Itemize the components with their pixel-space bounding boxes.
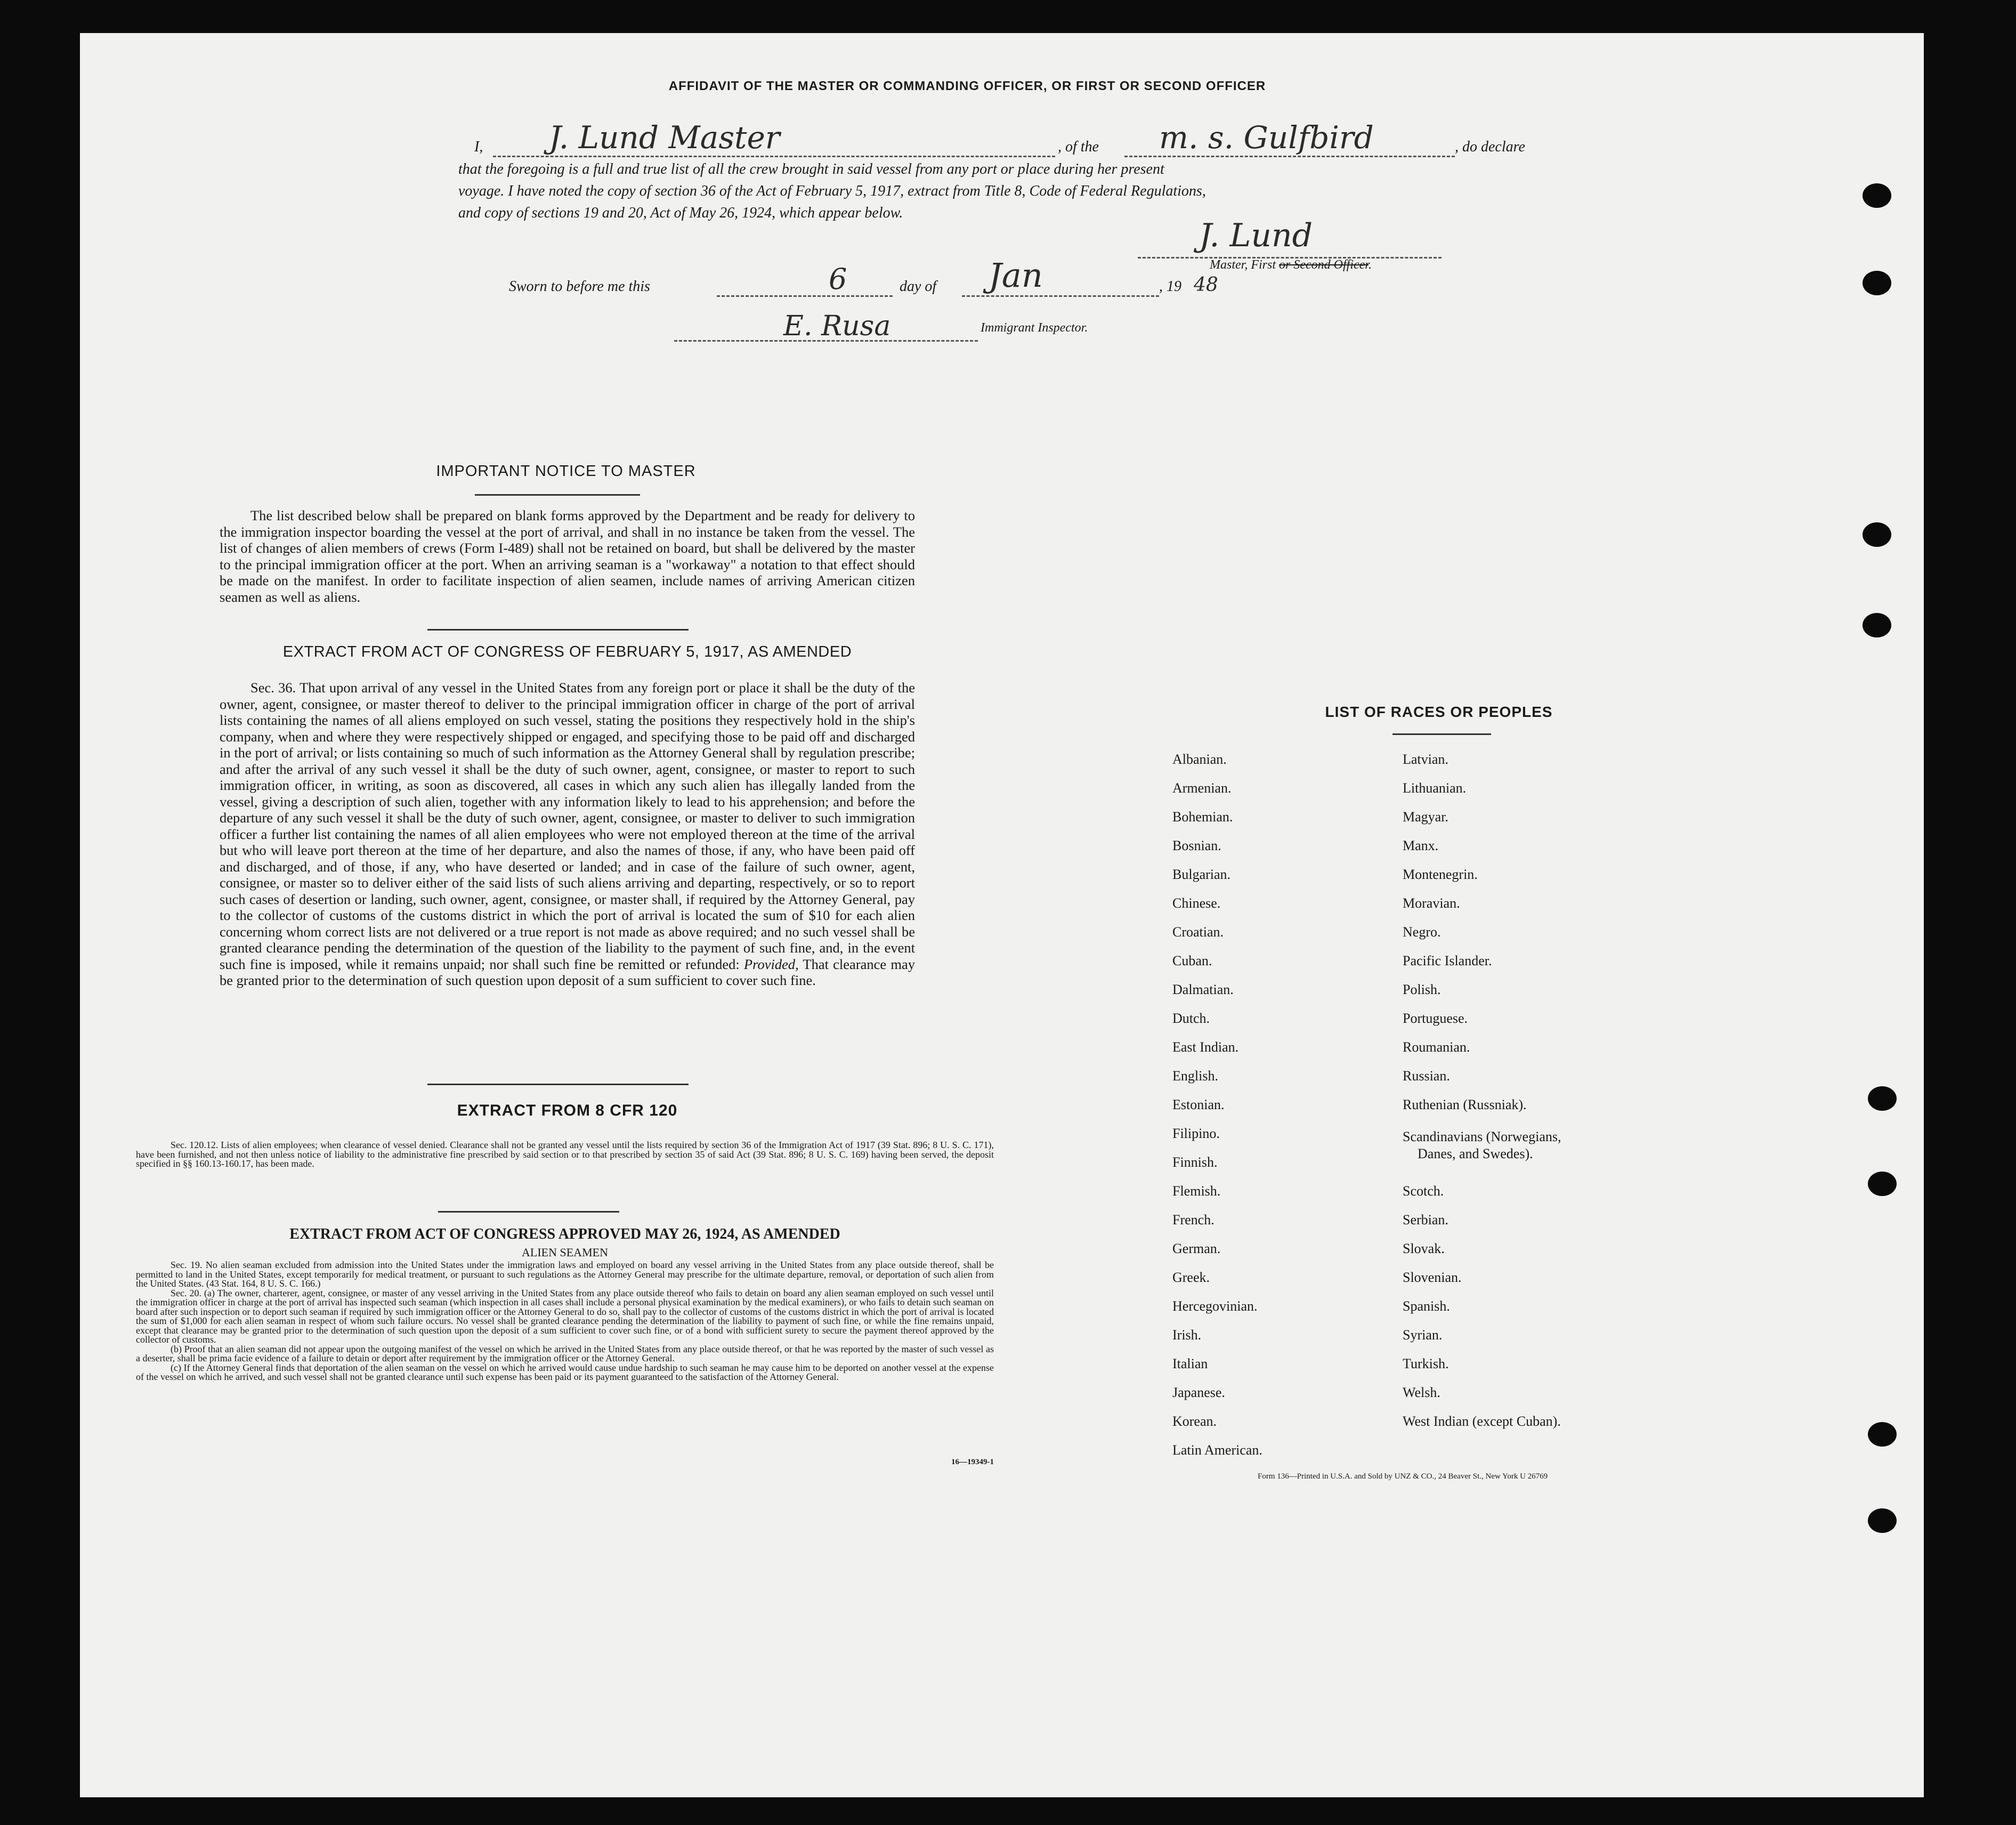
- race-right-item: Portuguese.: [1403, 1011, 1468, 1026]
- race-right-item: Spanish.: [1403, 1298, 1450, 1314]
- race-left-item: French.: [1172, 1212, 1215, 1228]
- race-left-item: Estonian.: [1172, 1097, 1225, 1112]
- master-label-end: .: [1368, 258, 1372, 272]
- race-left-item: Chinese.: [1172, 895, 1221, 911]
- race-left-item: Latin American.: [1172, 1442, 1262, 1458]
- master-name-handwritten: J. Lund Master: [549, 119, 780, 156]
- race-left-item: Armenian.: [1172, 780, 1232, 796]
- extract-1917-divider: [427, 1084, 689, 1085]
- inspector-signature-handwritten: E. Rusa: [783, 310, 891, 342]
- race-right-item: Negro.: [1403, 924, 1441, 940]
- extract-1917-text-end: That clearance may be granted prior to the determination of such question upon deposit of a sum sufficient to cover such fine.: [220, 956, 915, 988]
- day-of-label: day of: [900, 278, 937, 295]
- notice-divider: [427, 629, 689, 631]
- extract-1924-sec20c: (c) If the Attorney General finds that deportation of the alien seaman on the vessel on which he arrived would cause undue hardship to such seaman he may cause him to be deported on another vessel at the expense of the vessel on which he arrived, and such vessel shall not be granted clearance until such expense has been paid or its payment guaranteed to the satisfaction of the Attorney General.: [136, 1362, 994, 1382]
- punch-hole: [1863, 613, 1891, 637]
- race-left-item: Filipino.: [1172, 1126, 1220, 1141]
- sworn-day-line: [717, 279, 893, 297]
- master-title-label: [1210, 258, 1372, 272]
- master-label-start: Master, First: [1210, 258, 1280, 272]
- race-left-item: Bosnian.: [1172, 838, 1221, 853]
- race-left-item: Albanian.: [1172, 752, 1227, 767]
- race-right-item: Serbian.: [1403, 1212, 1448, 1228]
- race-right-item: Scandinavians (Norwegians,: [1403, 1129, 1561, 1144]
- notice-heading-rule: [475, 494, 640, 496]
- footer-imprint: Form 136—Printed in U.S.A. and Sold by UNZ & CO., 24 Beaver St., New York U 26769: [1258, 1472, 1548, 1481]
- sworn-month-handwritten: Jan: [989, 256, 1043, 295]
- extract-cfr-heading: EXTRACT FROM 8 CFR 120: [457, 1102, 678, 1119]
- race-right-item: Turkish.: [1403, 1356, 1449, 1371]
- sworn-day-handwritten: 6: [829, 262, 847, 296]
- race-left-item: Greek.: [1172, 1270, 1210, 1285]
- extract-1917-section: [220, 680, 915, 989]
- race-left-item: Cuban.: [1172, 953, 1212, 968]
- race-left-item: Irish.: [1172, 1327, 1202, 1343]
- affidavit-line-4: and copy of sections 19 and 20, Act of May 26, 1924, which appear below.: [458, 205, 903, 221]
- race-left-item: Bohemian.: [1172, 809, 1233, 825]
- race-left-item: Hercegovinian.: [1172, 1298, 1258, 1314]
- race-left-item: Italian: [1172, 1356, 1208, 1371]
- notice-text: The list described below shall be prepared on blank forms approved by the Department and be ready for delivery to the immigration inspector boarding the vessel at the port of arrival, and shall in no instance be taken from the vessel. The list of changes of alien members of crews (Form I-489) shall not be retained on board, but shall be delivered by the master to the principal immigration officer at the port. When an arriving seaman is a "workaway" a notation to that effect should be made on the manifest. In order to facilitate inspection of alien seamen, include names of arriving American citizen seamen as well as aliens.: [220, 507, 915, 605]
- race-right-item: Manx.: [1403, 838, 1439, 853]
- extract-1917-provided: Provided,: [743, 956, 799, 972]
- vessel-name-handwritten: m. s. Gulfbird: [1159, 119, 1374, 156]
- race-left-item: Croatian.: [1172, 924, 1224, 940]
- race-right-item: Montenegrin.: [1403, 867, 1478, 882]
- extract-1924-sec20a: Sec. 20. (a) The owner, charterer, agent, consignee, or master of any vessel arriving in the United States from any place outside thereof who fails to detain on board any alien seaman employed on such vessel until the immigration officer in charge at the port of arrival has inspected such seaman (which inspection in all cases shall include a personal physical examination by the medical examiners), or who fails to detain such seaman on board after such inspection or to deport such seaman if required by such immigration officer or the Attorney General to do so, shall pay to the collector of customs of the customs district in which the port of arrival is located the sum of $1,000 for each alien seaman in respect of whom such failure occurs. No vessel shall be granted clearance pending the determination of the liability to payment of such fine, or while the fine remains unpaid, except that clearance may be granted prior to the determination of such question upon the deposit of a sum sufficient to cover such fine, or of a bond with sufficient surety to secure the payment thereof approved by the collector of customs.: [136, 1287, 994, 1345]
- race-right-item: Slovenian.: [1403, 1270, 1462, 1285]
- race-right-item: Slovak.: [1403, 1241, 1445, 1256]
- race-left-item: Korean.: [1172, 1414, 1217, 1429]
- race-right-item: Roumanian.: [1403, 1039, 1470, 1055]
- punch-hole: [1863, 183, 1891, 208]
- extract-1924-heading: EXTRACT FROM ACT OF CONGRESS APPROVED MAY 26, 1924, AS AMENDED: [289, 1226, 840, 1242]
- extract-1917-sec-label: Sec. 36.: [250, 680, 296, 696]
- punch-hole: [1863, 522, 1891, 547]
- race-left-item: Finnish.: [1172, 1154, 1218, 1170]
- race-left-item: Japanese.: [1172, 1385, 1225, 1400]
- punch-hole: [1868, 1422, 1897, 1447]
- extract-cfr-divider: [438, 1211, 619, 1213]
- race-right-item: Polish.: [1403, 982, 1441, 997]
- affidavit-i-label: I,: [474, 139, 483, 155]
- race-right-item: Scotch.: [1403, 1183, 1444, 1199]
- master-signature-handwritten: J. Lund: [1199, 217, 1313, 254]
- extract-1917-text: That upon arrival of any vessel in the United States from any foreign port or place it shall be the duty of the owner, agent, consignee, or master thereof to deliver to the principal immigration officer in charge of the port of arrival lists containing the names of all aliens employed on such vessel, stating the positions they respectively hold in the ship's company, when and where they were respectively shipped or engaged, and specifying those to be paid off and discharged in the port of arrival; or lists containing so much of such information as the Attorney General shall by regulation prescribe; and after the arrival of any such vessel it shall be the duty of such owner, agent, consignee, or master to report to such immigration officer, in writing, as soon as discovered, all cases in which any such alien has illegally landed from the vessel, giving a description of such alien, together with any information likely to lead to his apprehension; and before the departure of any such vessel it shall be the duty of such owner, agent, consignee, or master to deliver to such immigration officer a further list containing the names of all alien employees who were not employed thereon at the time of the arrival but who will leave port thereon at the time of her departure, and also the names of those, if any, who have been paid off and discharged, and of those, if any, who have deserted or landed; and in case of the failure of such owner, agent, consignee, or master so to deliver either of the said lists of such aliens arriving and departing, respectively, or so to report such cases of desertion or landing, such owner, agent, consignee, or master shall, if required by the Attorney General, pay to the collector of customs of the customs district in which the port of arrival is located the sum of $10 for each alien concerning whom correct lists are not delivered or a true report is not made as above required; and no such vessel shall be granted clearance pending the determination of the question of the liability to the payment of such fine, and, in the event such fine is imposed, while it remains unpaid; nor shall such fine be remitted or refunded:: [220, 680, 915, 972]
- race-right-item: Welsh.: [1403, 1385, 1440, 1400]
- punch-hole: [1868, 1508, 1897, 1533]
- race-right-item: Ruthenian (Russniak).: [1403, 1097, 1527, 1112]
- year-printed-label: , 19: [1159, 278, 1181, 295]
- race-left-item: English.: [1172, 1068, 1218, 1084]
- races-heading-rule: [1392, 733, 1491, 735]
- race-right-item: Syrian.: [1403, 1327, 1443, 1343]
- of-the-label: , of the: [1058, 139, 1099, 155]
- sworn-label: Sworn to before me this: [509, 278, 650, 295]
- extract-1924-sec20b: (b) Proof that an alien seaman did not appear upon the outgoing manifest of the vessel on which he arrived in the United States from any place outside thereof, or that he was reported by the master of such vessel as a deserter, shall be prima facie evidence of a failure to detain or deport after requirement by the immigration officer or the Attorney General.: [136, 1343, 994, 1363]
- affidavit-line-2: that the foregoing is a full and true list of all the crew brought in said vessel from any port or place during her present: [458, 161, 1164, 177]
- race-right-item: Latvian.: [1403, 752, 1448, 767]
- race-right-item: Moravian.: [1403, 895, 1460, 911]
- races-heading: LIST OF RACES OR PEOPLES: [1325, 704, 1553, 720]
- race-right-item: Pacific Islander.: [1403, 953, 1492, 968]
- punch-hole: [1863, 271, 1891, 295]
- document-page: [80, 33, 1924, 1797]
- inspector-label: Immigrant Inspector.: [981, 321, 1088, 335]
- extract-1924-body: [136, 1261, 994, 1382]
- race-right-item: Lithuanian.: [1403, 780, 1467, 796]
- form-number: 16—19349-1: [951, 1458, 994, 1466]
- race-right-item: Russian.: [1403, 1068, 1450, 1084]
- affidavit-line-3: voyage. I have noted the copy of section 36 of the Act of February 5, 1917, extract from Title 8, Code of Federal Regulations,: [458, 183, 1206, 199]
- affidavit-title: AFFIDAVIT OF THE MASTER OR COMMANDING OFFICER, OR FIRST OR SECOND OFFICER: [668, 79, 1266, 93]
- race-right-item: West Indian (except Cuban).: [1403, 1414, 1561, 1429]
- race-left-item: Dalmatian.: [1172, 982, 1234, 997]
- extract-1924-subheading: ALIEN SEAMEN: [522, 1246, 608, 1259]
- race-right-item: Danes, and Swedes).: [1418, 1146, 1533, 1161]
- extract-1924-sec19: Sec. 19. No alien seaman excluded from admission into the United States under the immigration laws and employed on board any vessel arriving in the United States from any place outside thereof, shall be permitted to land in the United States, except temporarily for medical treatment, or pursuant to such regulations as the Attorney General may prescribe for the ultimate departure, removal, or deportation of such alien from the United States. (43 Stat. 164, 8 U. S. C. 166.): [136, 1259, 994, 1289]
- master-label-struck: or Second Officer: [1279, 258, 1369, 272]
- race-left-item: East Indian.: [1172, 1039, 1239, 1055]
- race-left-item: German.: [1172, 1241, 1221, 1256]
- race-left-item: Bulgarian.: [1172, 867, 1231, 882]
- do-declare-label: , do declare: [1455, 139, 1525, 155]
- race-right-item: Magyar.: [1403, 809, 1448, 825]
- extract-cfr-text: Sec. 120.12. Lists of alien employees; when clearance of vessel denied. Clearance shall not be granted any vessel until the lists required by section 36 of the Immigration Act of 1917 (39 Stat. 896; 8 U. S. C. 171), have been furnished, and not then unless notice of liability to the administrative fine prescribed by said section or to that prescribed by section 35 of said Act (39 Stat. 896; 8 U. S. C. 169) having been served, the deposit specified in §§ 160.13-160.17, has been made.: [136, 1140, 994, 1169]
- punch-hole: [1868, 1172, 1897, 1196]
- year-handwritten: 48: [1194, 274, 1218, 296]
- punch-hole: [1868, 1086, 1897, 1111]
- extract-1917-heading: EXTRACT FROM ACT OF CONGRESS OF FEBRUARY 5, 1917, AS AMENDED: [282, 643, 852, 660]
- notice-heading: IMPORTANT NOTICE TO MASTER: [436, 463, 696, 480]
- race-left-item: Flemish.: [1172, 1183, 1221, 1199]
- race-left-item: Dutch.: [1172, 1011, 1210, 1026]
